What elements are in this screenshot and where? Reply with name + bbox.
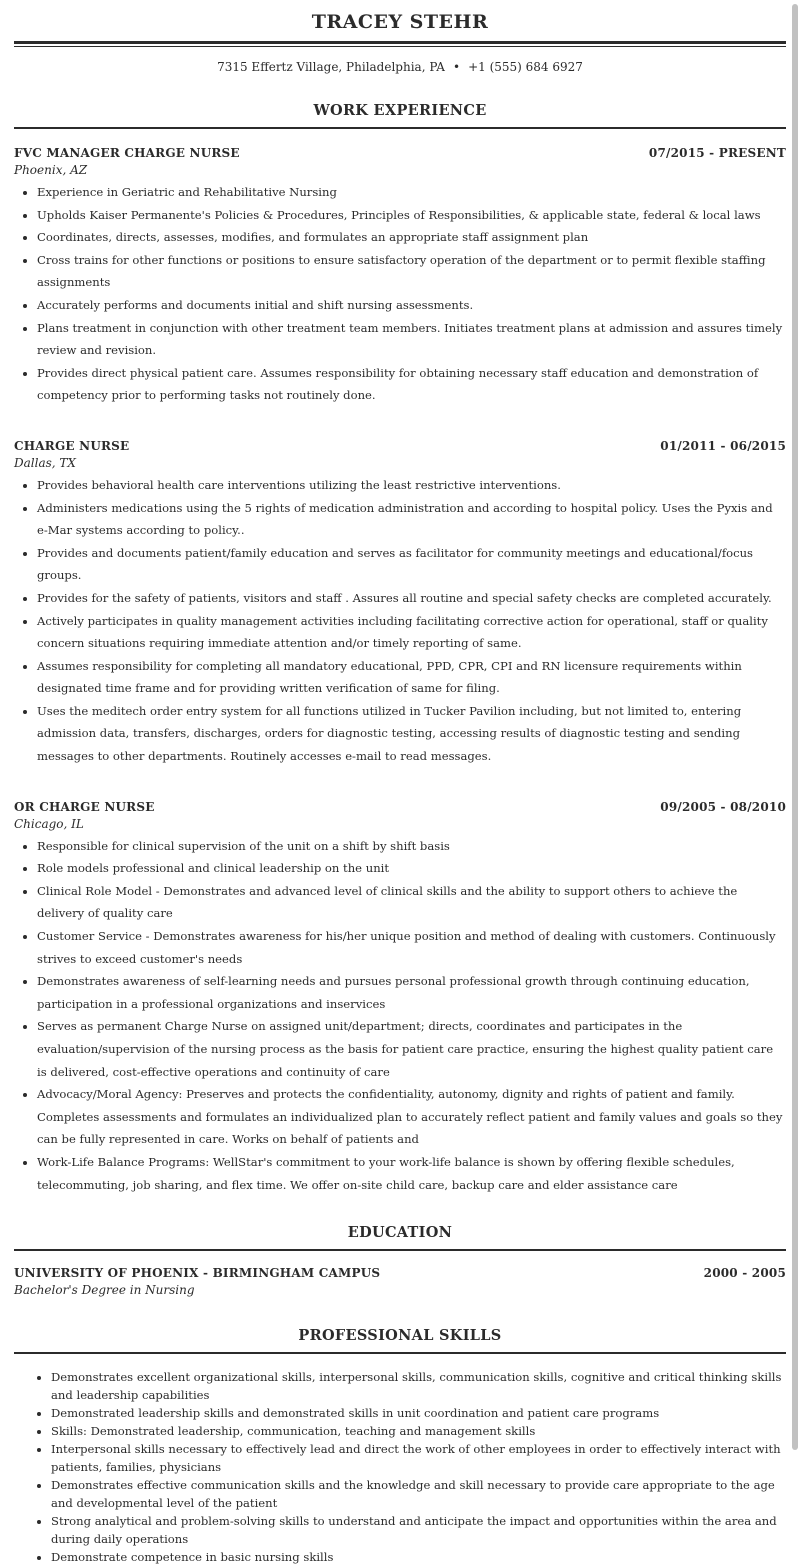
job-entry <box>14 800 786 1197</box>
job-bullet-list <box>14 181 786 407</box>
job-dates: 09/2005 - 08/2010 <box>660 799 786 814</box>
job-bullet: • Accurately performs and documents initial and shift nursing assessments. <box>37 294 786 317</box>
contact-separator: • <box>452 60 461 74</box>
job-location: Chicago, IL <box>14 816 84 831</box>
job-bullet: • Assumes responsibility for completing all mandatory educational, PPD, CPR, CPI and RN licensure requirements within designated time frame and for providing written verification of same for filing. <box>37 655 786 700</box>
job-entry <box>14 439 786 768</box>
job-title: FVC MANAGER CHARGE NURSE <box>14 146 240 160</box>
skill-item: • Demonstrates excellent organizational skills, interpersonal skills, communication skills, cognitive and critical thinking skills and leadership capabilities <box>51 1368 786 1404</box>
scrollbar-thumb[interactable] <box>792 4 798 1450</box>
skill-item: • Strong analytical and problem-solving skills to understand and anticipate the impact and opportunities within the area and during daily operations <box>51 1512 786 1548</box>
job-bullet: • Uses the meditech order entry system for all functions utilized in Tucker Pavilion including, but not limited to, entering admission data, transfers, discharges, orders for diagnostic testing, accessing results of diagnostic testing and sending messages to other departments. Routinely accesses e-mail to read messages. <box>37 700 786 768</box>
job-bullet: • Upholds Kaiser Permanente's Policies & Procedures, Principles of Responsibilities, & applicable state, federal & local laws <box>37 204 786 227</box>
job-bullet: • Role models professional and clinical leadership on the unit <box>37 857 786 880</box>
skill-item: • Demonstrates effective communication skills and the knowledge and skill necessary to provide care appropriate to the age and developmental level of the patient <box>51 1476 786 1512</box>
job-bullet: • Cross trains for other functions or positions to ensure satisfactory operation of the department or to permit flexible staffing assignments <box>37 249 786 294</box>
job-entry <box>14 146 786 407</box>
skill-item: • Demonstrate competence in basic nursing skills <box>51 1548 786 1566</box>
candidate-name: TRACEY STEHR <box>311 11 489 33</box>
job-bullet-list <box>14 474 786 768</box>
phone[interactable]: +1 (555) 684 6927 <box>468 60 583 74</box>
address: 7315 Effertz Village, Philadelphia, PA <box>217 60 445 74</box>
job-bullet: • Administers medications using the 5 rights of medication administration and according to hospital policy. Uses the Pyxis and e-Mar systems according to policy.. <box>37 497 786 542</box>
education-years: 2000 - 2005 <box>703 1266 786 1281</box>
job-bullet: • Customer Service - Demonstrates awareness for his/her unique position and method of dealing with customers. Continuously strives to exceed customer's needs <box>37 925 786 970</box>
job-bullet: • Actively participates in quality management activities including facilitating corrective action for operational, staff or quality concern situations requiring immediate attention and/or timely reporting of same. <box>37 610 786 655</box>
job-location: Phoenix, AZ <box>14 163 88 177</box>
job-bullet-list <box>14 835 786 1197</box>
work-experience-list <box>14 146 786 1196</box>
job-title: CHARGE NURSE <box>14 438 130 453</box>
job-bullet: • Provides behavioral health care interventions utilizing the least restrictive interventions. <box>37 474 786 497</box>
job-bullet: • Provides direct physical patient care. Assumes responsibility for obtaining necessary staff education and demonstration of competency prior to performing tasks not routinely done. <box>37 362 786 407</box>
work-experience-heading: WORK EXPERIENCE <box>14 102 786 129</box>
school-name: UNIVERSITY OF PHOENIX - BIRMINGHAM CAMPUS <box>14 1266 381 1281</box>
contact-line <box>14 60 786 78</box>
job-bullet: • Clinical Role Model - Demonstrates and advanced level of clinical skills and the ability to support others to achieve the delivery of quality care <box>37 880 786 925</box>
job-bullet: • Provides and documents patient/family education and serves as facilitator for community meetings and educational/focus groups. <box>37 542 786 587</box>
skill-item: • Demonstrated leadership skills and demonstrated skills in unit coordination and patient care programs <box>51 1404 786 1422</box>
job-bullet: • Plans treatment in conjunction with other treatment team members. Initiates treatment plans at admission and assures timely review and revision. <box>37 317 786 362</box>
job-bullet: • Demonstrates awareness of self-learning needs and pursues personal professional growth through continuing education, participation in a professional organizations and inservices <box>37 970 786 1015</box>
job-dates: 01/2011 - 06/2015 <box>660 438 786 453</box>
job-dates: 07/2015 - PRESENT <box>648 146 786 160</box>
skill-item: • Interpersonal skills necessary to effectively lead and direct the work of other employees in order to effectively interact with patients, families, physicians <box>51 1440 786 1476</box>
education-heading: EDUCATION <box>14 1224 786 1251</box>
degree: Bachelor's Degree in Nursing <box>14 1283 195 1298</box>
education-entry <box>14 1266 786 1301</box>
header-divider <box>14 41 786 47</box>
job-location: Dallas, TX <box>14 455 76 470</box>
job-bullet: • Work-Life Balance Programs: WellStar's commitment to your work-life balance is shown by offering flexible schedules, telecommuting, job sharing, and flex time. We offer on-site child care, backup care and elder assistance care <box>37 1151 786 1196</box>
job-bullet: • Advocacy/Moral Agency: Preserves and protects the confidentiality, autonomy, dignity and rights of patient and family. Completes assessments and formulates an individualized plan to accurately reflect patient and family values and goals so they can be fully represented in care. Works on behalf of patients and <box>37 1083 786 1151</box>
job-bullet: • Coordinates, directs, assesses, modifies, and formulates an appropriate staff assignment plan <box>37 226 786 249</box>
job-title: OR CHARGE NURSE <box>14 799 155 814</box>
job-bullet: • Responsible for clinical supervision of the unit on a shift by shift basis <box>37 835 786 858</box>
skills-list <box>14 1368 786 1566</box>
professional-skills-heading: PROFESSIONAL SKILLS <box>14 1327 786 1354</box>
job-bullet: • Serves as permanent Charge Nurse on assigned unit/department; directs, coordinates and participates in the evaluation/supervision of the nursing process as the basis for patient care practice, ensuring the highest quality patient care is delivered, cost-effective operations and continuity of care <box>37 1015 786 1083</box>
job-bullet: • Experience in Geriatric and Rehabilitative Nursing <box>37 181 786 204</box>
skill-item: • Skills: Demonstrated leadership, communication, teaching and management skills <box>51 1422 786 1440</box>
resume-page <box>14 0 786 1566</box>
job-bullet: • Provides for the safety of patients, visitors and staff . Assures all routine and special safety checks are completed accurately. <box>37 587 786 610</box>
